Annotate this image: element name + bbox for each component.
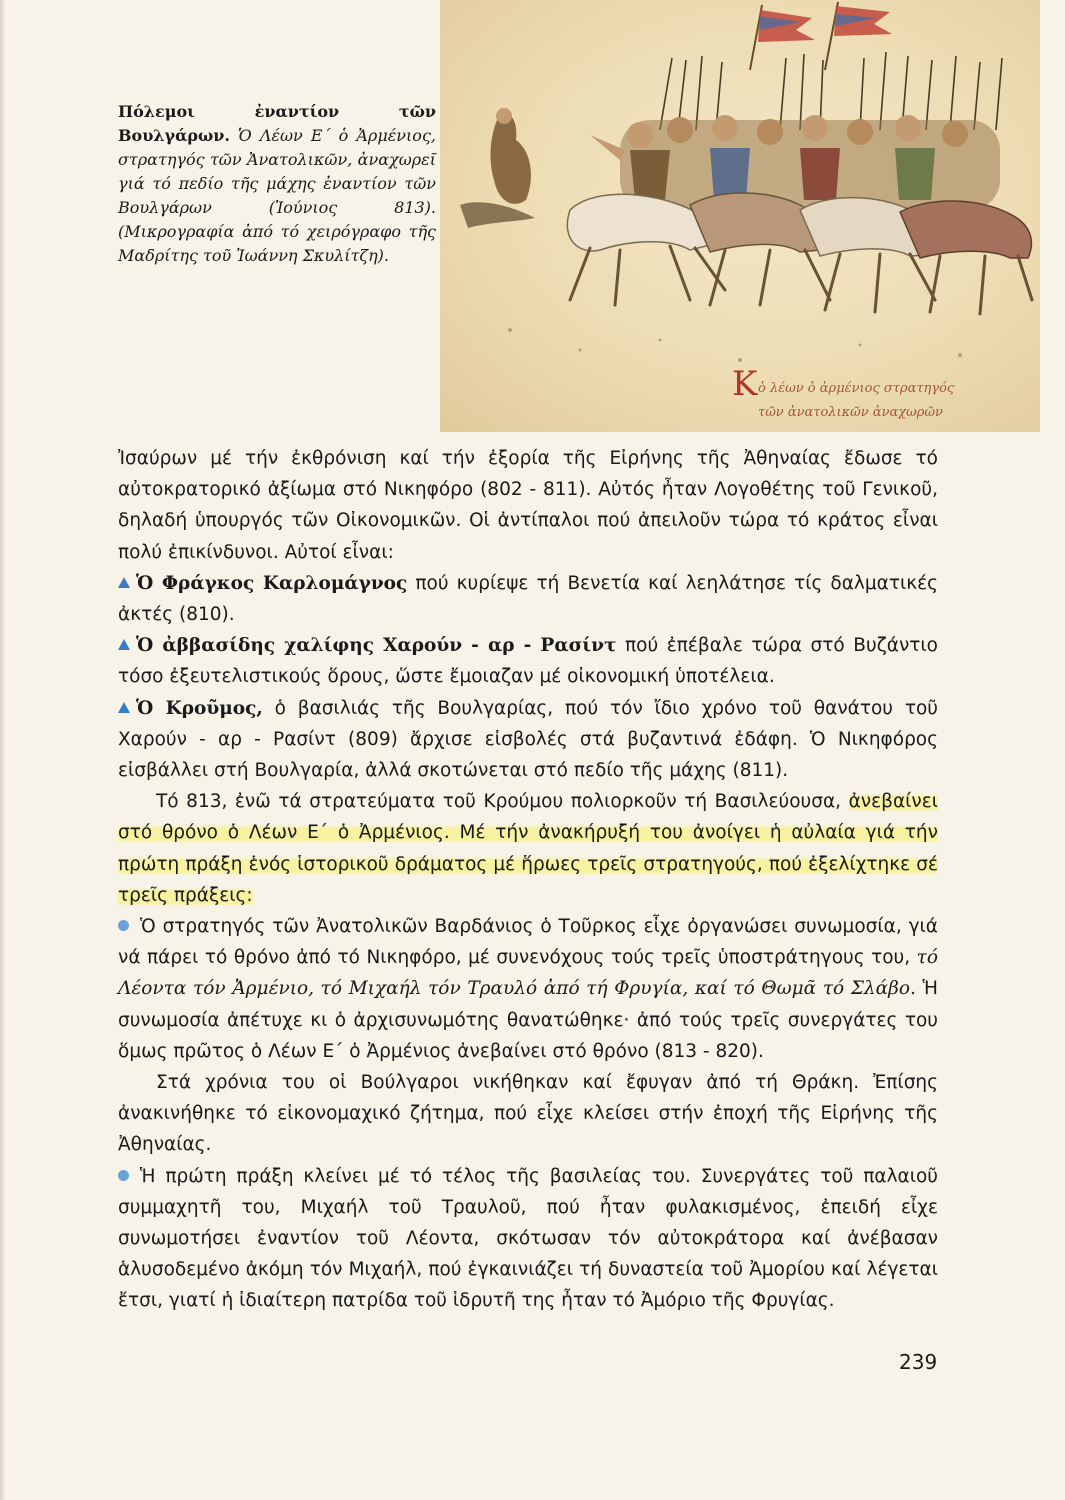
- inscription-line1: ὁ λέων ὁ ἀρμένιος στρατηγός: [758, 381, 955, 396]
- item-text-b: Ἡ συνωμοσία ἀπέτυχε κι ὁ ἀρχισυνωμότης θανατώθηκε· ἀπό τούς τρεῖς συνεργάτες του ὅμως πρῶτος ὁ Λέων Ε΄ ὁ Ἀρμένιος ἀνεβαίνει στό θρόνο (813 - 820).: [118, 978, 938, 1062]
- left-figure: [460, 108, 535, 228]
- item-text: Ἡ πρώτη πράξη κλείνει μέ τό τέλος τῆς βασιλείας του. Συνεργάτες τοῦ παλαιοῦ συμμαχητῆ του, Μιχαήλ τοῦ Τραυλοῦ, πού ἦταν φυλακισμένος, ἐπειδή εἶχε συνωμοτήσει ἐναντίον τοῦ Λέοντα, σκότωσαν τόν αὐτοκράτορα καί ἀνέβασαν ἁλυσοδεμένο ἀκόμη τόν Μιχαήλ, πού ἐγκαινιάζει τή δυναστεία τοῦ Ἀμορίου καί λέγεται ἔτσι, γιατί ἡ ἰδιαίτερη πατρίδα τοῦ ἱδρυτῆ της ἦταν τό Ἀμόριο τῆς Φρυγίας.: [118, 1165, 938, 1312]
- figure-caption: [118, 100, 436, 268]
- triangle-bullet-icon: [118, 702, 130, 713]
- list-item-conspiracy: [118, 911, 938, 1067]
- item-heading: Ὁ Φράγκος Καρλομάγνος: [136, 572, 408, 594]
- inscription-line2: τῶν ἀνατολικῶν ἀναχωρῶν: [758, 405, 943, 420]
- soldiers: [590, 115, 1000, 210]
- item-text: πού κυρίεψε τή Βενετία καί λεηλάτησε τίς δαλματικές ἀκτές (810).: [118, 572, 938, 626]
- page-fold-shadow: [0, 0, 6, 1500]
- banners: [750, 2, 892, 70]
- spears: [660, 52, 1002, 130]
- caption-body: Ὁ Λέων Ε΄ ὁ Ἀρμένιος, στρατηγός τῶν Ἀνατολικῶν, ἀναχωρεῖ γιά τό πεδίο τῆς μάχης ἐναντίον τῶν Βουλγάρων (Ἰούνιος 813). (Μικρογραφία ἀπό τό χειρόγραφο τῆς Μαδρίτης τοῦ Ἰωάννη Σκυλίτζη).: [118, 126, 436, 265]
- paragraph-2: [118, 786, 938, 911]
- caption-title: Πόλεμοι ἐναντίον τῶν Βουλγάρων.: [118, 102, 436, 145]
- miniature-drawing: [440, 0, 1040, 432]
- paragraph-1: Ἰσαύρων μέ τήν ἐκθρόνιση καί τήν ἐξορία τῆς Εἰρήνης τῆς Ἀθηναίας ἔδωσε τό αὐτοκρατορικό ἀξίωμα στό Νικηφόρο (802 - 811). Αὐτός ἦταν Λογοθέτης τοῦ Γενικοῦ, δηλαδή ὑπουργός τῶν Οἰκονομικῶν. Οἱ ἀντίπαλοι πού ἀπειλοῦν τώρα τό κράτος εἶναι πολύ ἐπικίνδυνοι. Αὐτοί εἶναι:: [118, 448, 938, 563]
- paragraph-3: Στά χρόνια του οἱ Βούλγαροι νικήθηκαν καί ἔφυγαν ἀπό τή Θράκη. Ἐπίσης ἀνακινήθηκε τό εἰκονομαχικό ζήτημα, πού εἶχε κλείσει στήν ἐποχή τῆς Εἰρήνης τῆς Ἀθηναίας.: [118, 1072, 938, 1156]
- triangle-bullet-icon: [118, 577, 130, 588]
- main-text: [118, 443, 938, 1317]
- dot-bullet-icon: [118, 920, 129, 931]
- item-text: πού ἐπέβαλε τώρα στό Βυζάντιο τόσο ἐξευτελιστικούς ὅρους, ὥστε ἔμοιαζαν μέ οἰκονομική ὑποτέλεια.: [118, 635, 939, 688]
- list-item-harun: [118, 630, 938, 692]
- manuscript-illustration: [440, 0, 1040, 432]
- horses: [567, 193, 1032, 314]
- page-number: 239: [899, 1350, 938, 1374]
- list-item-krum: [118, 693, 938, 787]
- item-heading: Ὁ Κροῦμος,: [136, 697, 263, 719]
- item-text-italic: τό Λέοντα τόν Ἀρμένιο, τό Μιχαήλ τόν Τραυλό ἀπό τή Φρυγία, καί τό Θωμᾶ τό Σλάβο.: [118, 947, 938, 1000]
- triangle-bullet-icon: [118, 639, 130, 650]
- inscription-initial: Κ: [732, 364, 758, 404]
- item-text: ὁ βασιλιάς τῆς Βουλγαρίας, πού τόν ἴδιο χρόνο τοῦ θανάτου τοῦ Χαρούν - αρ - Ρασίντ (809) ἄρχισε εἰσβολές στά βυζαντινά ἐδάφη. Ὁ Νικηφόρος εἰσβάλλει στή Βουλγαρία, ἀλλά σκοτώνεται στό πεδίο τῆς μάχης (811).: [118, 697, 938, 782]
- list-item-first-act: [118, 1161, 938, 1317]
- dot-bullet-icon: [118, 1170, 129, 1181]
- highlighted-passage: ἀνεβαίνει στό θρόνο ὁ Λέων Ε΄ ὁ Ἀρμένιος. Μέ τήν ἀνακήρυξή του ἀνοίγει ἡ αὐλαία γιά τήν πρώτη πράξη ἑνός ἱστορικοῦ δράματος μέ ἥρωες τρεῖς στρατηγούς, πού ἐξελίχτηκε σέ τρεῖς πράξεις:: [118, 791, 938, 906]
- ground-specks: [508, 328, 962, 362]
- list-item-charlemagne: [118, 568, 938, 630]
- item-heading: Ὁ ἀββασίδης χαλίφης Χαρούν - αρ - Ρασίντ: [136, 635, 617, 657]
- item-text-a: Ὁ στρατηγός τῶν Ἀνατολικῶν Βαρδάνιος ὁ Τοῦρκος εἶχε ὀργανώσει συνωμοσία, γιά νά πάρει τό θρόνο ἀπό τό Νικηφόρο, μέ συνενόχους τούς τρεῖς ὑποστράτηγους του,: [118, 916, 938, 969]
- paragraph-2-start: Τό 813, ἐνῶ τά στρατεύματα τοῦ Κρούμου πολιορκοῦν τή Βασιλεύουσα,: [156, 791, 842, 813]
